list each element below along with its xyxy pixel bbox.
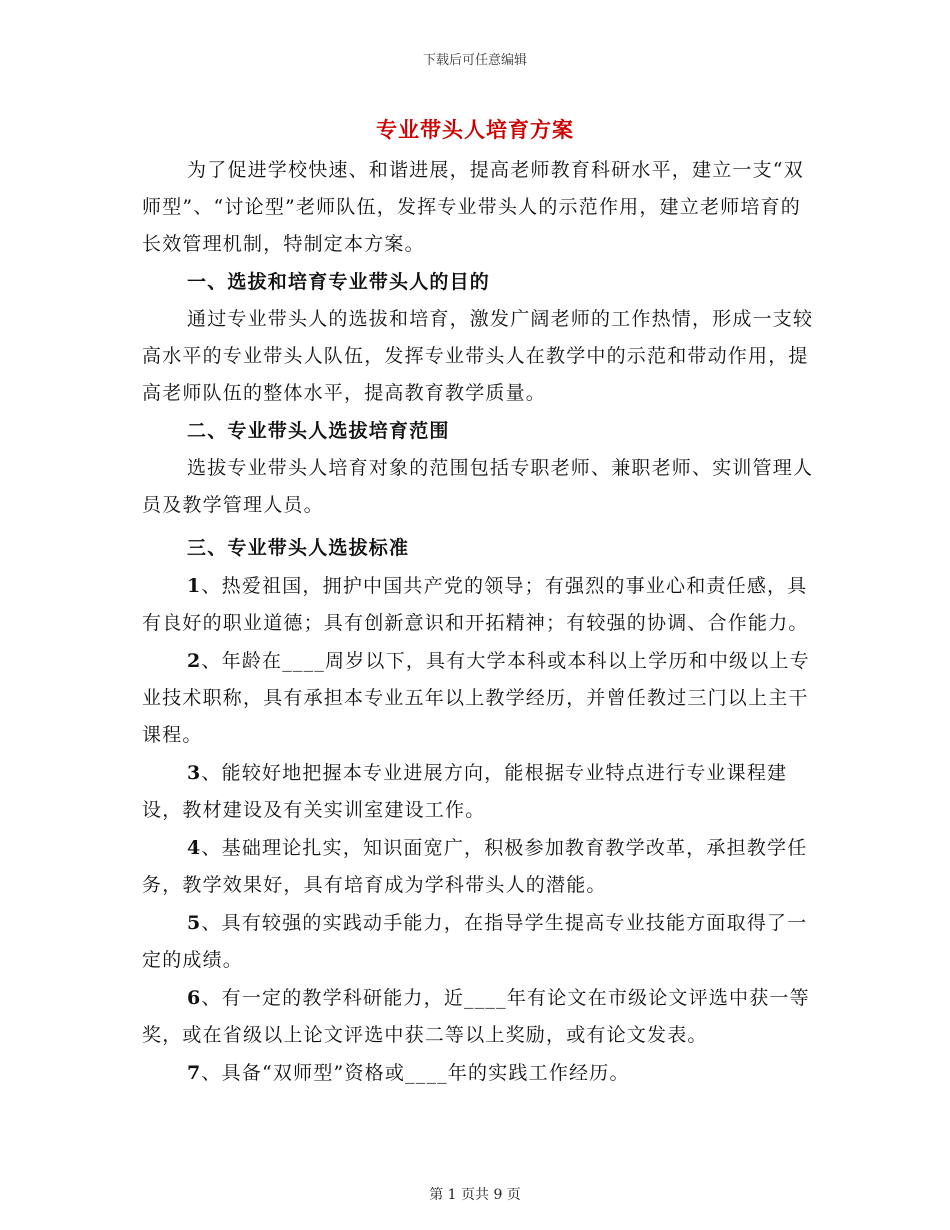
criteria-number: 2 [187, 650, 202, 672]
criteria-text: 、基础理论扎实，知识面宽广，积极参加教育教学改革，承担教学任务，教学效果好，具有培育成为学科带头人的潜能。 [142, 837, 808, 896]
criteria-text: 、能较好地把握本专业进展方向，能根据专业特点进行专业课程建设，教材建设及有关实训室建设工作。 [142, 762, 788, 821]
criteria-item [142, 830, 814, 904]
criteria-item [142, 980, 814, 1054]
document-title: 专业带头人培育方案 [376, 117, 574, 142]
criteria-item [142, 643, 814, 754]
criteria-text: 、年龄在____周岁以下，具有大学本科或本科以上学历和中级以上专业技术职称，具有承担本专业五年以上教学经历，并曾任教过三门以上主干课程。 [142, 650, 810, 746]
document-body [142, 152, 814, 1092]
criteria-number: 5 [187, 912, 202, 934]
criteria-number: 7 [187, 1062, 202, 1084]
section-paragraph-purpose: 通过专业带头人的选拔和培育，激发广阔老师的工作热情，形成一支较高水平的专业带头人队伍，发挥专业带头人在教学中的示范和带动作用，提高老师队伍的整体水平，提高教育教学质量。 [142, 308, 814, 404]
criteria-text: 、热爱祖国，拥护中国共产党的领导；有强烈的事业心和责任感，具有良好的职业道德；具有创新意识和开拓精神；有较强的协调、合作能力。 [142, 575, 809, 634]
section-paragraph-scope: 选拔专业带头人培育对象的范围包括专职老师、兼职老师、实训管理人员及教学管理人员。 [142, 457, 814, 516]
criteria-item [142, 568, 814, 642]
criteria-text: 、具备“双师型”资格或____年的实践工作经历。 [201, 1062, 630, 1084]
section-heading-scope: 二、专业带头人选拔培育范围 [187, 420, 450, 442]
criteria-item [142, 755, 814, 829]
criteria-text: 、有一定的教学科研能力，近____年有论文在市级论文评选中获一等奖，或在省级以上论文评选中获二等以上奖励，或有论文发表。 [142, 987, 810, 1046]
section-heading-purpose: 一、选拔和培育专业带头人的目的 [187, 271, 491, 293]
page-header: 下载后可任意编辑 [422, 53, 527, 68]
criteria-text: 、具有较强的实践动手能力，在指导学生提高专业技能方面取得了一定的成绩。 [142, 912, 808, 971]
criteria-item [142, 905, 814, 979]
criteria-number: 6 [187, 987, 202, 1009]
section-heading-criteria: 三、专业带头人选拔标准 [187, 537, 410, 559]
criteria-number: 3 [187, 762, 202, 784]
criteria-number: 1 [187, 575, 202, 597]
intro-paragraph: 为了促进学校快速、和谐进展，提高老师教育科研水平，建立一支“双师型”、“讨论型”老师队伍，发挥专业带头人的示范作用，建立老师培育的长效管理机制，特制定本方案。 [142, 159, 804, 255]
page-footer: 第 1 页共 9 页 [429, 1187, 521, 1203]
criteria-number: 4 [187, 837, 202, 859]
criteria-item [142, 1055, 814, 1092]
